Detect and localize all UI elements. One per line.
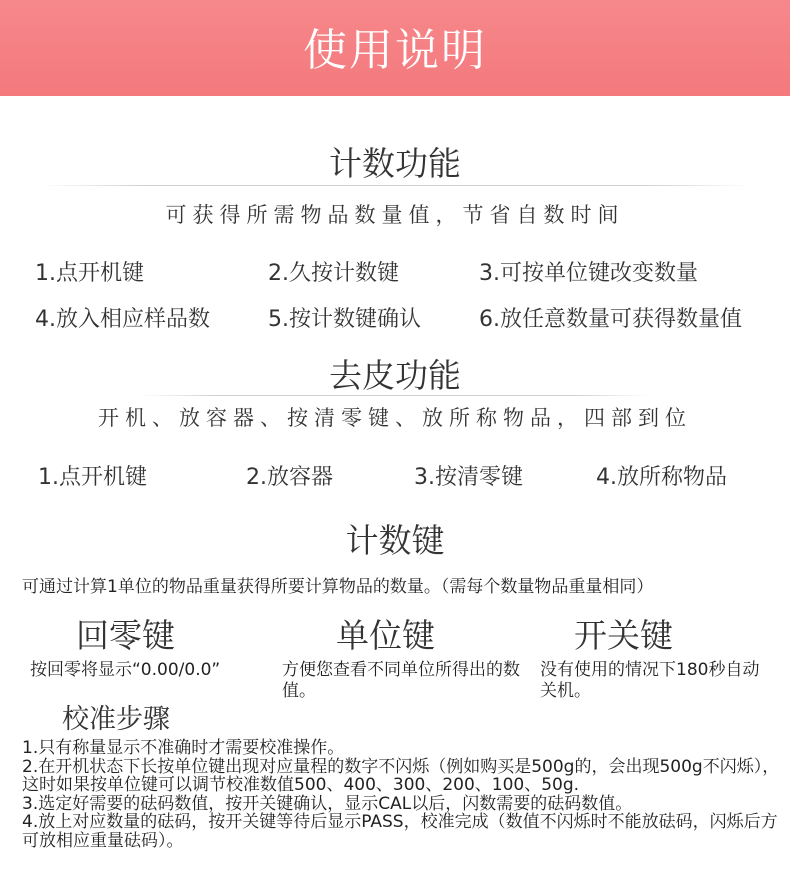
calibration-steps	[22, 739, 780, 850]
header-banner	[0, 0, 790, 96]
calibration-step-4: 4.放上对应数量的砝码，按开关键等待后显示PASS，校准完成（数值不闪烁时不能放砝码，闪烁后方可放相应重量砝码）。	[22, 812, 778, 851]
counting-step-6: 6.放任意数量可获得数量值	[479, 307, 742, 332]
counting-step-5: 5.按计数键确认	[268, 307, 421, 332]
calibration-step-3: 3.选定好需要的砝码数值，按开关键确认，显示CAL以后，闪数需要的砝码数值。	[22, 793, 633, 814]
zero-key-title: 回零键	[76, 616, 175, 655]
power-key-title: 开关键	[574, 616, 673, 655]
calibration-step-1: 1.只有称量显示不准确时才需要校准操作。	[22, 738, 345, 758]
counting-step-1: 1.点开机键	[35, 261, 144, 286]
counting-step-3: 3.可按单位键改变数量	[479, 261, 698, 286]
power-key-desc: 没有使用的情况下180秒自动关机。	[540, 660, 760, 701]
zero-key-desc: 按回零将显示“0.00/0.0”	[30, 660, 221, 680]
counting-step-4: 4.放入相应样品数	[35, 307, 210, 332]
tare-divider	[140, 395, 650, 396]
page-title: 使用说明	[303, 25, 487, 76]
tare-step-4: 4.放所称物品	[596, 465, 727, 490]
counting-subtitle: 可获得所需物品数量值，节省自数时间	[165, 203, 625, 227]
tare-step-2: 2.放容器	[246, 465, 333, 490]
calibration-step-2: 2.在开机状态下长按单位键出现对应量程的数字不闪烁（例如购买是500g的，会出现500g不闪烁），这时如果按单位键可以调节校准数值500、400、300、200、100、50g.	[22, 756, 780, 795]
tare-step-3: 3.按清零键	[414, 465, 523, 490]
count-key-note: 可通过计算1单位的物品重量获得所要计算物品的数量。（需每个数量物品重量相同）	[22, 577, 654, 597]
tare-section-title: 去皮功能	[329, 356, 461, 395]
counting-section-title: 计数功能	[329, 144, 461, 183]
counting-step-2: 2.久按计数键	[268, 261, 399, 286]
unit-key-desc: 方便您查看不同单位所得出的数值。	[282, 660, 520, 701]
tare-step-1: 1.点开机键	[38, 465, 147, 490]
tare-subtitle: 开机、放容器、按清零键、放所称物品，四部到位	[98, 406, 692, 430]
calibration-title: 校准步骤	[62, 704, 170, 735]
counting-divider	[40, 185, 750, 186]
count-key-title: 计数键	[345, 521, 445, 560]
unit-key-title: 单位键	[336, 616, 435, 655]
